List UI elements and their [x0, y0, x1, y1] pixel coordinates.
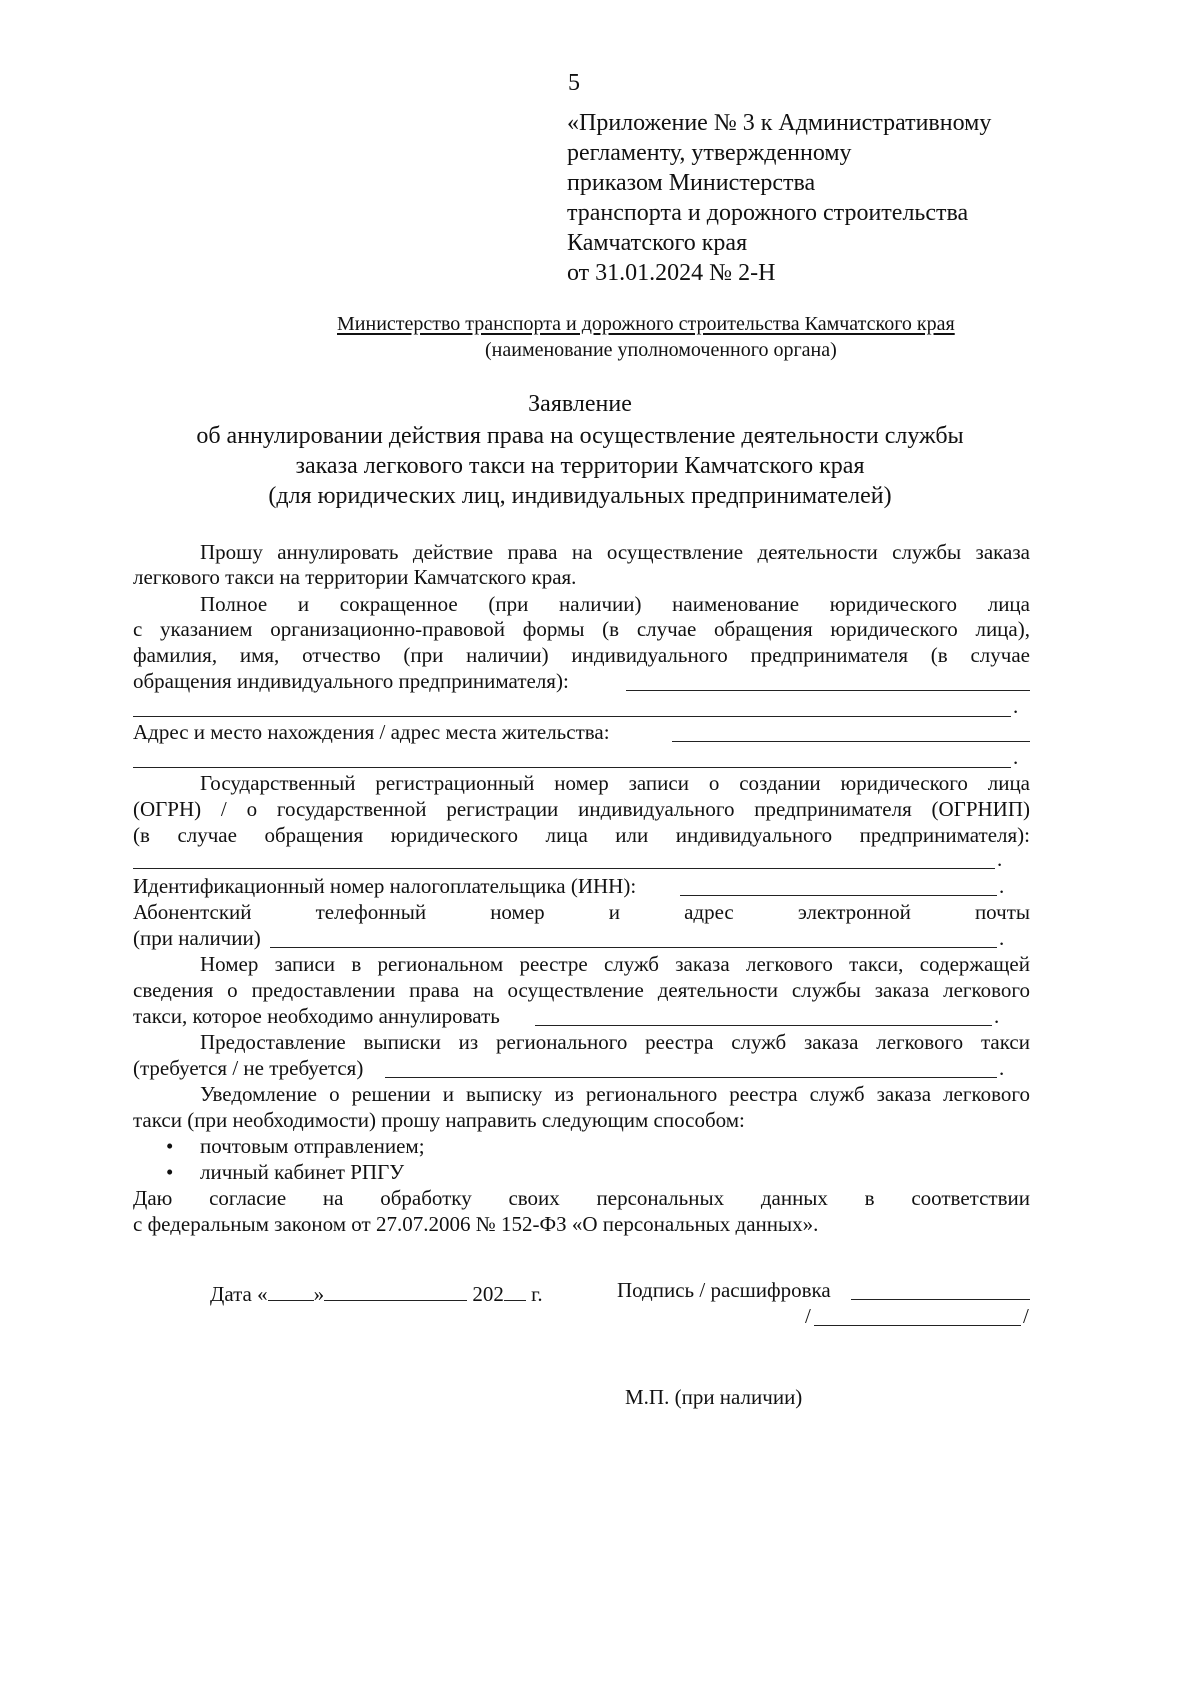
- signature-transcript-field[interactable]: [814, 1303, 1021, 1326]
- date-open: Дата «: [210, 1282, 268, 1306]
- date-day-field[interactable]: [268, 1278, 314, 1301]
- slash: /: [805, 1304, 811, 1328]
- date-year-suffix: г.: [531, 1282, 543, 1306]
- name-label: Полное и сокращенное (при наличии) наименование юридического лица: [200, 592, 1030, 616]
- appendix-line: регламенту, утвержденному: [567, 140, 852, 166]
- delivery-option-portal: личный кабинет РПГУ: [200, 1160, 405, 1184]
- consent-text: с федеральным законом от 27.07.2006 № 152-ФЗ «О персональных данных».: [133, 1212, 819, 1236]
- ogrn-label: (в случае обращения юридического лица или индивидуального предпринимателя):: [133, 823, 1030, 847]
- period: .: [997, 847, 1003, 871]
- appendix-line: приказом Министерства: [567, 170, 816, 196]
- signature-field[interactable]: [851, 1277, 1030, 1300]
- ogrn-label: (ОГРН) / о государственной регистрации индивидуального предпринимателя (ОГРНИП): [133, 797, 1030, 821]
- date-close: »: [313, 1282, 325, 1306]
- registry-label: Номер записи в региональном реестре служб заказа легкового такси, содержащей: [200, 952, 1030, 976]
- period: .: [999, 874, 1005, 898]
- period: .: [1013, 745, 1019, 769]
- name-label: обращения индивидуального предпринимателя):: [133, 669, 569, 693]
- address-field-continued[interactable]: [133, 745, 1011, 768]
- appendix-line: «Приложение № 3 к Административному: [567, 110, 992, 136]
- stamp-label: М.П. (при наличии): [625, 1385, 803, 1409]
- delivery-option-mail: почтовым отправлением;: [200, 1134, 425, 1158]
- title-line: об аннулировании действия права на осуществление деятельности службы: [196, 423, 964, 449]
- period: .: [1013, 694, 1019, 718]
- slash: /: [1023, 1304, 1029, 1328]
- extract-label: (требуется / не требуется): [133, 1056, 364, 1080]
- appendix-line: от 31.01.2024 № 2-Н: [567, 260, 776, 286]
- authority-caption: (наименование уполномоченного органа): [485, 339, 837, 361]
- name-label: с указанием организационно-правовой формы (в случае обращения юридического лица),: [133, 617, 1030, 641]
- extract-label: Предоставление выписки из регионального реестра служб заказа легкового такси: [200, 1030, 1030, 1054]
- date-year-field[interactable]: [504, 1278, 526, 1301]
- registry-field[interactable]: [535, 1003, 992, 1026]
- ogrn-label: Государственный регистрационный номер записи о создании юридического лица: [200, 771, 1030, 795]
- consent-text: Даю согласие на обработку своих персональных данных в соответствии: [133, 1186, 1030, 1210]
- bullet-dot-icon: •: [166, 1160, 174, 1184]
- title-line: заказа легкового такси на территории Камчатского края: [295, 453, 865, 479]
- period: .: [994, 1004, 1000, 1028]
- address-field[interactable]: [672, 719, 1030, 742]
- phone-label: (при наличии): [133, 926, 261, 950]
- notify-label: Уведомление о решении и выписку из регионального реестра служб заказа легкового: [200, 1082, 1030, 1106]
- request-text: легкового такси на территории Камчатского края.: [133, 565, 577, 589]
- appendix-line: транспорта и дорожного строительства: [567, 200, 969, 226]
- notify-label: такси (при необходимости) прошу направить следующим способом:: [133, 1108, 745, 1132]
- phone-field[interactable]: [270, 925, 997, 948]
- title-line: Заявление: [528, 391, 632, 417]
- registry-label: такси, которое необходимо аннулировать: [133, 1004, 500, 1028]
- date-label: [210, 1278, 543, 1307]
- inn-field[interactable]: [680, 873, 997, 896]
- phone-label: Абонентский телефонный номер и адрес электронной почты: [133, 900, 1030, 924]
- page-number: 5: [568, 70, 580, 96]
- date-month-field[interactable]: [324, 1278, 467, 1301]
- ogrn-field[interactable]: [133, 846, 995, 869]
- inn-label: Идентификационный номер налогоплательщика (ИНН):: [133, 874, 637, 898]
- period: .: [999, 926, 1005, 950]
- authority-name: Министерство транспорта и дорожного строительства Камчатского края: [337, 313, 955, 335]
- extract-field[interactable]: [385, 1055, 997, 1078]
- name-field-continued[interactable]: [133, 694, 1011, 717]
- request-text: Прошу аннулировать действие права на осуществление деятельности службы заказа: [200, 540, 1030, 564]
- name-field[interactable]: [626, 668, 1030, 691]
- registry-label: сведения о предоставлении права на осуществление деятельности службы заказа легкового: [133, 978, 1030, 1002]
- title-line: (для юридических лиц, индивидуальных предпринимателей): [268, 483, 892, 509]
- name-label: фамилия, имя, отчество (при наличии) индивидуального предпринимателя (в случае: [133, 643, 1030, 667]
- date-year: 202: [472, 1282, 504, 1306]
- address-label: Адрес и место нахождения / адрес места жительства:: [133, 720, 610, 744]
- period: .: [999, 1056, 1005, 1080]
- bullet-dot-icon: •: [166, 1134, 174, 1158]
- appendix-line: Камчатского края: [567, 230, 748, 256]
- signature-label: Подпись / расшифровка: [617, 1278, 831, 1302]
